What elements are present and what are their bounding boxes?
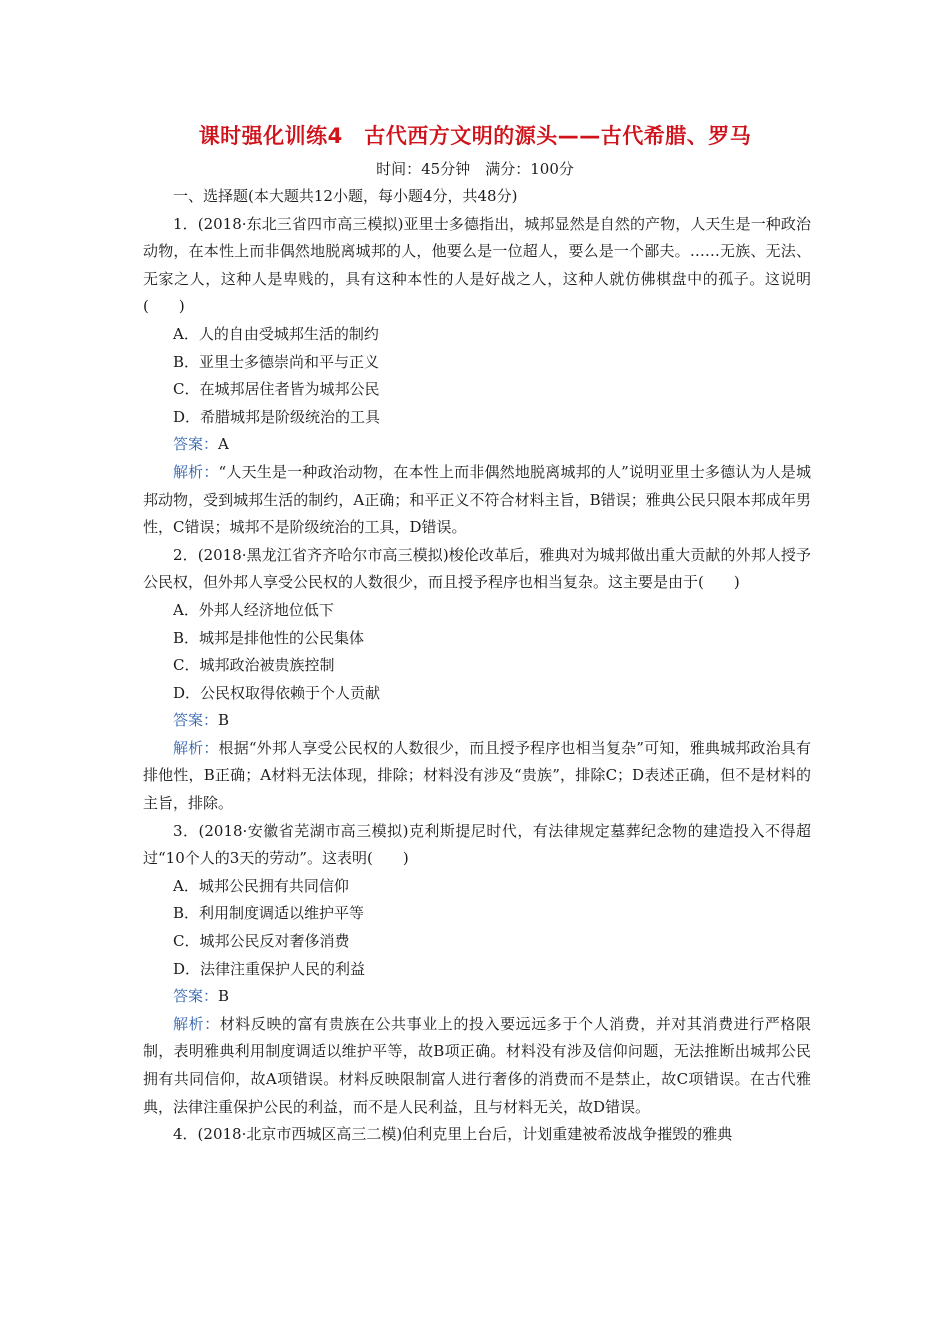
- analysis-label: 解析：: [173, 738, 219, 757]
- answer-line: [143, 431, 811, 459]
- answer-line: [143, 707, 811, 735]
- analysis-text: 根据“外邦人享受公民权的人数很少，而且授予程序也相当复杂”可知，雅典城邦政治具有排他性，B正确；A材料无法体现，排除；材料没有涉及“贵族”，排除C；D表述正确，但不是材料的主旨，排除。: [143, 738, 811, 813]
- question-1: [143, 211, 811, 542]
- question-stem: 3．(2018·安徽省芜湖市高三模拟)克利斯提尼时代，有法律规定墓葬纪念物的建造投入不得超过“10个人的3天的劳动”。这表明( ): [143, 821, 811, 868]
- answer-label: 答案：: [173, 711, 219, 730]
- analysis-text: “人天生是一种政治动物，在本性上而非偶然地脱离城邦的人”说明亚里士多德认为人是城邦动物，受到城邦生活的制约，A正确；和平正义不符合材料主旨，B错误；雅典公民只限本邦成年男性，C错误；城邦不是阶级统治的工具，D错误。: [143, 462, 811, 537]
- option-c: C．城邦政治被贵族控制: [173, 656, 335, 675]
- analysis-text: 材料反映的富有贵族在公共事业上的投入要远远多于个人消费，并对其消费进行严格限制，表明雅典利用制度调适以维护平等，故B项正确。材料没有涉及信仰问题，无法推断出城邦公民拥有共同信仰，故A项错误。材料反映限制富人进行奢侈的消费而不是禁止，故C项错误。在古代雅典，法律注重保护公民的利益，而不是人民利益，且与材料无关，故D错误。: [143, 1014, 811, 1116]
- question-stem: 1．(2018·东北三省四市高三模拟)亚里士多德指出，城邦显然是自然的产物，人天生是一种政治动物，在本性上而非偶然地脱离城邦的人，他要么是一位超人，要么是一个鄙夫。……无族、无法、无家之人，这种人是卑贱的，具有这种本性的人是好战之人，这种人就仿佛棋盘中的孤子。这说明( ): [143, 214, 811, 316]
- analysis-paragraph: [143, 1011, 811, 1121]
- question-4: [143, 1121, 811, 1149]
- question-stem: 2．(2018·黑龙江省齐齐哈尔市高三模拟)梭伦改革后，雅典对为城邦做出重大贡献的外邦人授予公民权，但外邦人享受公民权的人数很少，而且授予程序也相当复杂。这主要是由于( ): [143, 545, 811, 592]
- document-body: [143, 183, 811, 1149]
- option-d: D．公民权取得依赖于个人贡献: [173, 683, 381, 702]
- answer-value: B: [218, 987, 230, 1006]
- analysis-paragraph: [143, 735, 811, 818]
- answer-value: A: [218, 435, 229, 454]
- analysis-label: 解析：: [173, 1014, 220, 1033]
- option-a: A．人的自由受城邦生活的制约: [173, 324, 379, 343]
- answer-value: B: [218, 711, 230, 730]
- option-a: A．城邦公民拥有共同信仰: [173, 876, 349, 895]
- question-3: [143, 818, 811, 1122]
- time-score-info: 时间：45分钟 满分：100分: [376, 160, 574, 178]
- option-c: C．城邦公民反对奢侈消费: [173, 932, 350, 951]
- option-a: A．外邦人经济地位低下: [173, 600, 334, 619]
- analysis-label: 解析：: [173, 462, 219, 481]
- section-heading-text: 一、选择题(本大题共12小题，每小题4分，共48分): [173, 187, 518, 205]
- option-b: B．城邦是排他性的公民集体: [173, 628, 365, 647]
- option-d: D．法律注重保护人民的利益: [173, 959, 366, 978]
- option-c: C．在城邦居住者皆为城邦公民: [173, 380, 380, 399]
- answer-line: [143, 983, 811, 1011]
- option-b: B．亚里士多德崇尚和平与正义: [173, 352, 380, 371]
- analysis-paragraph: [143, 459, 811, 542]
- answer-label: 答案：: [173, 435, 219, 454]
- option-d: D．希腊城邦是阶级统治的工具: [173, 407, 381, 426]
- question-stem: 4．(2018·北京市西城区高三二模)伯利克里上台后，计划重建被希波战争摧毁的雅典: [173, 1125, 733, 1144]
- section-heading: [143, 183, 811, 211]
- answer-label: 答案：: [173, 987, 219, 1006]
- page-title: 课时强化训练4 古代西方文明的源头——古代希腊、罗马: [198, 124, 752, 148]
- question-2: [143, 542, 811, 818]
- option-b: B．利用制度调适以维护平等: [173, 904, 365, 923]
